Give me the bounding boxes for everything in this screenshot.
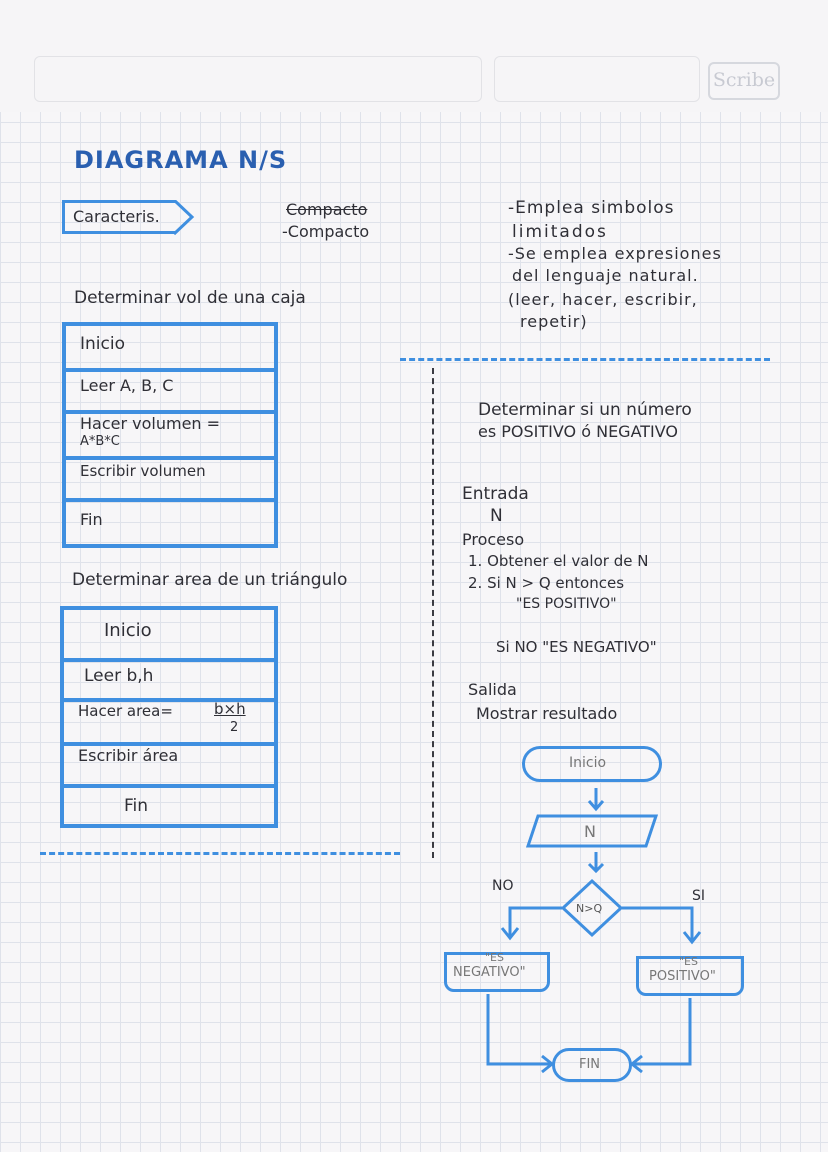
ns-row [64, 742, 274, 788]
entrada-label: Entrada [462, 484, 529, 504]
ns-row-text: Inicio [80, 334, 125, 354]
right-line-1: -Emplea simbolos [508, 198, 675, 218]
ns-row-text: Fin [124, 796, 149, 816]
decision-label: N>Q [576, 902, 603, 915]
branch-lines [496, 896, 732, 952]
triangle-heading: Determinar area de un triángulo [72, 570, 348, 590]
sign-heading-2: es POSITIVO ó NEGATIVO [478, 422, 679, 441]
else-result: Si NO "ES NEGATIVO" [496, 638, 657, 656]
horizontal-divider [400, 358, 770, 361]
ns-row [64, 658, 274, 702]
ns-row [66, 498, 274, 544]
faint-field [494, 56, 700, 102]
ns-row-text: Escribir área [78, 746, 179, 765]
characteristics-tag [62, 200, 176, 234]
faint-search-field [34, 56, 482, 102]
yes-label: SI [692, 888, 706, 904]
mostrar-label: Mostrar resultado [476, 704, 618, 723]
pos-top: "ES [679, 955, 698, 968]
neg-top: "ES [485, 951, 504, 964]
end-label: FIN [579, 1057, 601, 1072]
input-label: N [584, 822, 596, 841]
ns-row-text: A*B*C [80, 434, 120, 449]
pos-label: POSITIVO" [649, 969, 716, 984]
entrada-value: N [490, 506, 503, 526]
ns-row [64, 698, 274, 746]
ns-row [66, 368, 274, 414]
horizontal-divider [40, 852, 400, 855]
step-1: 1. Obtener el valor de N [468, 552, 649, 570]
salida-label: Salida [468, 680, 517, 699]
ns-row-text: 2 [230, 720, 239, 735]
right-line-2: limitados [512, 222, 608, 242]
right-line-4: del lenguaje natural. [512, 266, 699, 285]
ns-row [64, 784, 274, 824]
positive-result: "ES POSITIVO" [516, 596, 617, 612]
neg-label: NEGATIVO" [453, 965, 526, 980]
flowchart-end [552, 1048, 632, 1082]
step-2: 2. Si N > Q entonces [468, 574, 625, 592]
arrow-down-icon [584, 786, 608, 814]
ns-row-text: b×h [214, 700, 246, 718]
ns-row [64, 610, 274, 662]
flowchart-start [522, 746, 662, 782]
ns-row-text: Leer b,h [84, 666, 154, 686]
start-label: Inicio [569, 755, 607, 771]
scribe-logo: Scribe [708, 62, 780, 100]
positive-output [636, 956, 744, 996]
ns-row-text: Hacer volumen = [80, 414, 221, 433]
ns-row-text: Fin [80, 510, 103, 529]
volume-heading: Determinar vol de una caja [74, 288, 306, 308]
arrow-down-icon [584, 850, 608, 878]
right-line-5: (leer, hacer, escribir, [508, 290, 698, 309]
sign-heading-1: Determinar si un número [478, 400, 692, 420]
triangle-ns-diagram [60, 606, 278, 828]
vertical-divider [432, 368, 434, 858]
ns-row [66, 326, 274, 372]
volume-ns-diagram [62, 322, 278, 548]
ns-row-text: Leer A, B, C [80, 376, 174, 395]
compact-item: -Compacto [282, 222, 370, 241]
right-line-3: -Se emplea expresiones [508, 244, 722, 263]
no-label: NO [492, 878, 514, 894]
proceso-label: Proceso [462, 530, 525, 549]
page-title: DIAGRAMA N/S [74, 146, 288, 174]
ns-row [66, 410, 274, 460]
negative-output [444, 952, 550, 992]
ns-row [66, 456, 274, 502]
right-line-6: repetir) [520, 312, 588, 331]
ns-row-text: Inicio [104, 620, 152, 641]
struck-word: Compacto [286, 200, 368, 219]
tag-label: Caracteris. [73, 207, 160, 226]
tag-arrow-icon [172, 200, 196, 240]
ns-row-text: Hacer area= [78, 702, 173, 720]
ns-row-text: Escribir volumen [80, 462, 206, 480]
